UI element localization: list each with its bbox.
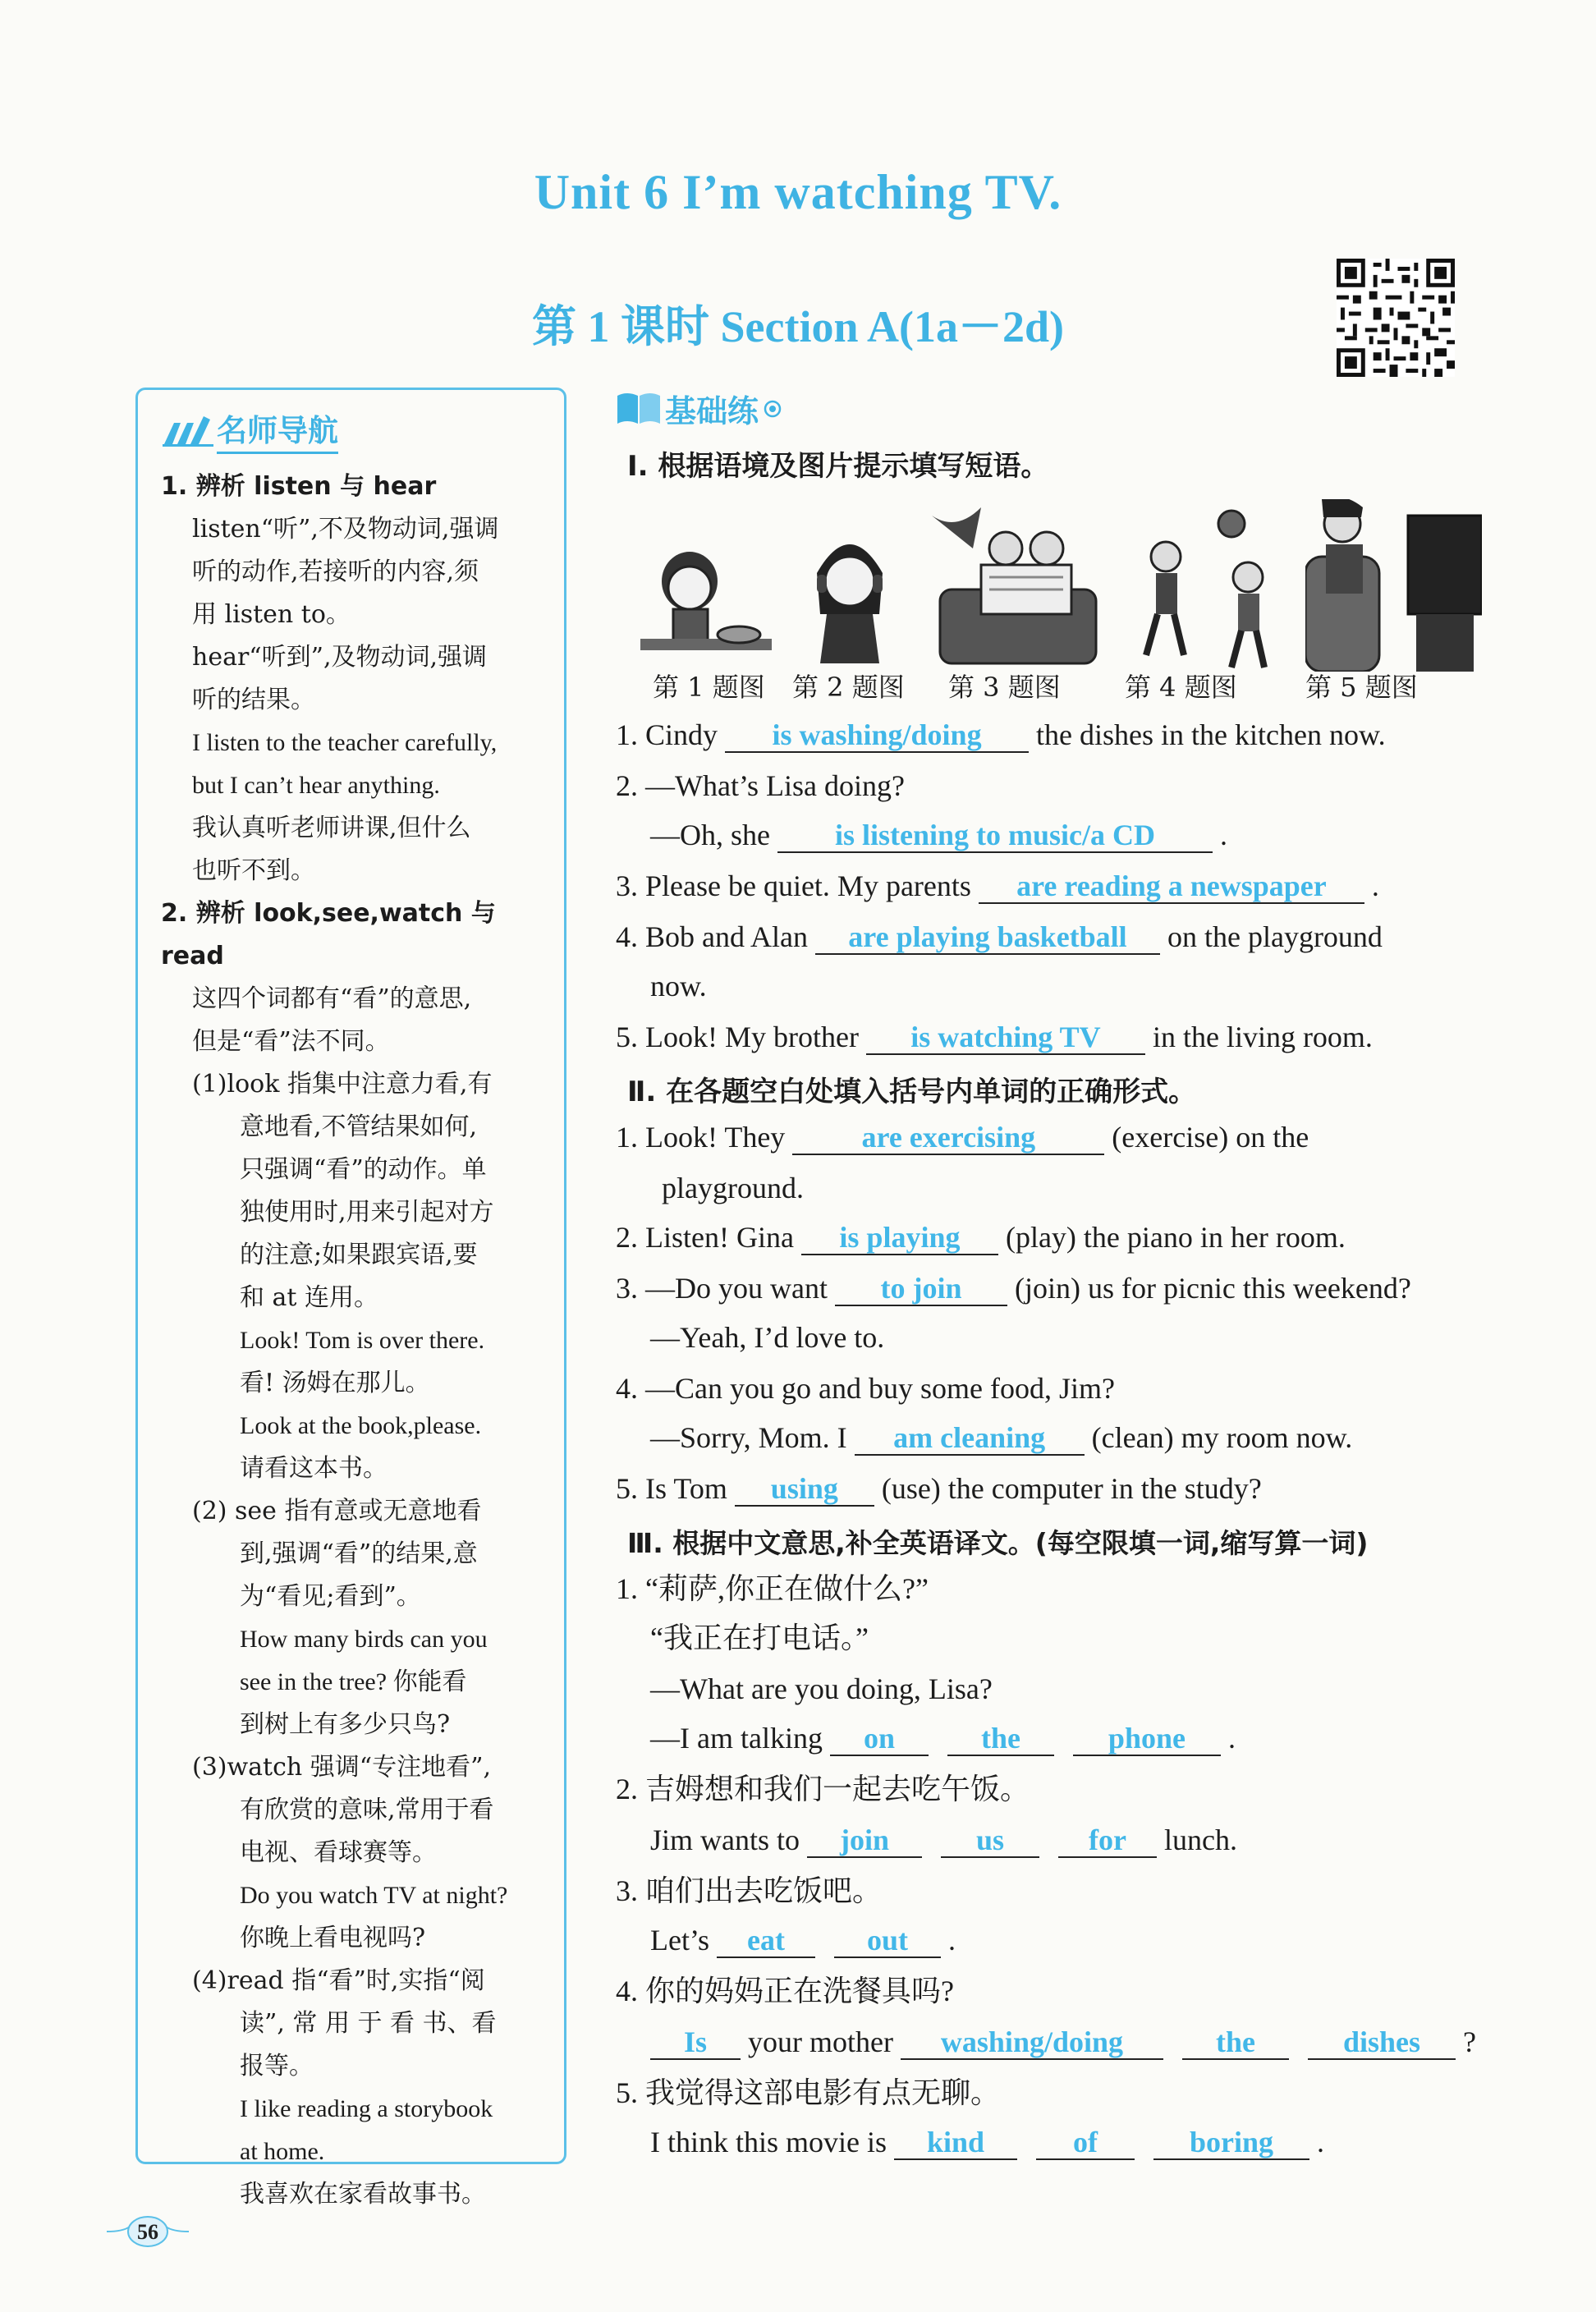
section-3-heading: Ⅲ. 根据中文意思,补全英语译文。(每空限填一词,缩写算一词)	[627, 1527, 1369, 1559]
practice-header	[616, 386, 782, 431]
question-text: 2. Listen! Gina	[616, 1221, 794, 1254]
question-text: .	[1371, 869, 1379, 902]
answer-blank[interactable]: washing/doing	[901, 2025, 1163, 2060]
question-2-2	[616, 1217, 1486, 1258]
guide-line: 的注意;如果跟宾语,要	[240, 1241, 478, 1269]
question-text: “我正在打电话。”	[650, 1622, 869, 1654]
guide-line: listen“听”,不及物动词,强调	[192, 515, 499, 544]
section-title: 第 1 课时 Section A(1a－2d)	[532, 302, 1064, 351]
question-text: your mother	[748, 2025, 893, 2058]
guide-line: (3)watch 强调“专注地看”,	[192, 1753, 491, 1782]
question-text: (join) us for picnic this weekend?	[1014, 1272, 1411, 1305]
answer-blank[interactable]: on	[830, 1722, 929, 1756]
answer-blank[interactable]: the	[1182, 2025, 1289, 2060]
boy-watching-tv-illustration	[1305, 499, 1482, 672]
target-dot-icon	[764, 400, 782, 418]
guide-example: I like reading a storybook	[240, 2095, 493, 2122]
guide-line: (1)look 指集中注意力看,有	[192, 1070, 493, 1099]
pen-icon	[163, 411, 213, 447]
page-number: 56	[137, 2220, 158, 2244]
question-3-5-answer	[616, 2122, 1486, 2163]
question-1-2	[616, 765, 1486, 806]
question-text: (play) the piano in her room.	[1005, 1221, 1346, 1254]
question-3-1-cn	[616, 1617, 1486, 1658]
guide-example: but I can’t hear anything.	[192, 772, 440, 799]
boys-playing-basketball-illustration	[1133, 499, 1289, 672]
question-text: the dishes in the kitchen now.	[1036, 718, 1386, 751]
question-text: —Yeah, I’d love to.	[650, 1321, 885, 1354]
question-3-1-answer	[616, 1718, 1486, 1759]
guide-example: at home.	[240, 2138, 325, 2165]
answer-blank[interactable]: is playing	[801, 1221, 998, 1255]
question-3-1-en	[616, 1668, 1486, 1709]
answer-blank[interactable]: phone	[1073, 1722, 1221, 1756]
question-2-3-reply	[616, 1317, 1486, 1358]
guide-example: I listen to the teacher carefully,	[192, 729, 498, 756]
qr-code-icon[interactable]	[1337, 259, 1455, 377]
question-1-4	[616, 916, 1486, 957]
guide-line: 听的结果。	[192, 686, 315, 714]
guide-line: 只强调“看”的动作。单	[240, 1155, 487, 1184]
answer-blank[interactable]: kind	[894, 2126, 1017, 2160]
question-text: 5. 我觉得这部电影有点无聊。	[616, 2076, 1001, 2109]
picture-caption: 第 4 题图	[1125, 672, 1237, 703]
question-text: .	[1317, 2126, 1324, 2158]
section-2-heading: Ⅱ. 在各题空白处填入括号内单词的正确形式。	[627, 1076, 1197, 1108]
question-text: 4. —Can you go and buy some food, Jim?	[616, 1372, 1115, 1405]
question-3-1	[616, 1568, 1486, 1609]
parents-reading-newspaper-illustration	[924, 499, 1104, 672]
guide-line: 我认真听老师讲课,但什么	[192, 814, 471, 842]
question-2-1	[616, 1117, 1486, 1158]
picture-caption: 第 1 题图	[653, 672, 765, 703]
question-text: —What are you doing, Lisa?	[650, 1672, 993, 1705]
question-text: now.	[650, 970, 707, 1002]
question-3-2	[616, 1768, 1486, 1810]
answer-blank[interactable]: are reading a newspaper	[979, 869, 1364, 904]
answer-blank[interactable]: is listening to music/a CD	[777, 819, 1213, 853]
guide-line: (4)read 指“看”时,实指“阅	[192, 1966, 485, 1995]
guide-example: Look! Tom is over there.	[240, 1327, 485, 1354]
question-text: 2. —What’s Lisa doing?	[616, 769, 905, 802]
picture-captions	[616, 667, 1486, 708]
question-2-5	[616, 1468, 1486, 1509]
teacher-guide-content	[161, 466, 547, 2216]
question-text: 1. Look! They	[616, 1121, 786, 1154]
answer-blank[interactable]: for	[1058, 1823, 1157, 1858]
answer-blank[interactable]: of	[1036, 2126, 1135, 2160]
book-icon	[616, 391, 662, 427]
picture-caption: 第 5 题图	[1305, 672, 1418, 703]
question-text: 4. 你的妈妈正在洗餐具吗?	[616, 1975, 954, 2007]
answer-blank[interactable]: is watching TV	[866, 1021, 1145, 1055]
question-1-5	[616, 1016, 1486, 1057]
question-text: 2. 吉姆想和我们一起去吃午饭。	[616, 1773, 1030, 1805]
answer-blank[interactable]: join	[807, 1823, 922, 1858]
guide-line: 报等。	[240, 2052, 314, 2080]
question-text: 3. 咱们出去吃饭吧。	[616, 1874, 883, 1907]
question-text: —Oh, she	[650, 819, 770, 851]
question-2-1-cont	[616, 1167, 1486, 1209]
guide-example: see in the tree? 你能看	[240, 1668, 467, 1695]
question-text: —I am talking	[650, 1722, 823, 1755]
page-number-badge	[107, 2209, 189, 2255]
girl-washing-dishes-illustration	[640, 499, 772, 672]
question-3-4	[616, 1970, 1486, 2012]
question-3-4-answer	[616, 2021, 1486, 2062]
question-text: ?	[1462, 2025, 1476, 2058]
question-1-1	[616, 714, 1486, 755]
question-text: .	[1227, 1722, 1236, 1755]
answer-blank[interactable]: us	[941, 1823, 1039, 1858]
picture-caption: 第 2 题图	[792, 672, 905, 703]
question-text: lunch.	[1164, 1823, 1237, 1856]
guide-line: 到树上有多少只鸟?	[240, 1710, 451, 1739]
teacher-guide-header	[163, 406, 338, 452]
question-1-3	[616, 865, 1486, 906]
question-2-4	[616, 1368, 1486, 1409]
answer-blank[interactable]: am cleaning	[855, 1421, 1085, 1456]
answer-blank[interactable]: the	[947, 1722, 1054, 1756]
guide-line: 到,强调“看”的结果,意	[240, 1539, 478, 1568]
guide-heading: 2. 辨析 look,see,watch 与 read	[161, 899, 496, 970]
guide-line: 电视、看球赛等。	[240, 1838, 437, 1867]
answer-blank[interactable]: Is	[650, 2025, 741, 2060]
practice-title: 基础练	[665, 393, 759, 429]
guide-example: How many birds can you	[240, 1626, 488, 1653]
question-text: I think this movie is	[650, 2126, 887, 2158]
guide-example: Do you watch TV at night?	[240, 1882, 508, 1909]
guide-line: (2) see 指有意或无意地看	[192, 1497, 482, 1525]
guide-line: 为“看见;看到”。	[240, 1582, 421, 1611]
answer-blank[interactable]: are playing basketball	[815, 920, 1160, 955]
answer-blank[interactable]: dishes	[1308, 2025, 1456, 2060]
guide-line: 请看这本书。	[240, 1454, 388, 1483]
answer-blank[interactable]: using	[735, 1472, 874, 1507]
question-text: on the playground	[1167, 920, 1383, 953]
teacher-guide-title: 名师导航	[217, 406, 338, 454]
question-text: 4. Bob and Alan	[616, 920, 808, 953]
answer-blank[interactable]: to join	[835, 1272, 1007, 1306]
question-text: 3. —Do you want	[616, 1272, 828, 1305]
question-text: Jim wants to	[650, 1823, 800, 1856]
question-1-4-cont	[616, 966, 1486, 1007]
question-text: 5. Is Tom	[616, 1472, 727, 1505]
guide-line: 但是“看”法不同。	[192, 1027, 390, 1056]
guide-line: hear“听到”,及物动词,强调	[192, 643, 488, 672]
question-text: .	[947, 1924, 956, 1956]
guide-line: 这四个词都有“看”的意思,	[192, 984, 472, 1013]
question-2-3	[616, 1268, 1486, 1309]
question-3-3	[616, 1870, 1486, 1911]
question-text: —Sorry, Mom. I	[650, 1421, 847, 1454]
question-text: (clean) my room now.	[1091, 1421, 1353, 1454]
question-pictures	[640, 499, 1478, 672]
guide-line: 看! 汤姆在那儿。	[240, 1369, 430, 1397]
section-1-heading: Ⅰ. 根据语境及图片提示填写短语。	[627, 450, 1049, 483]
guide-line: 和 at 连用。	[240, 1283, 379, 1312]
question-1-2-answer	[616, 814, 1486, 856]
guide-line: 有欣赏的意味,常用于看	[240, 1796, 494, 1824]
picture-caption: 第 3 题图	[948, 672, 1061, 703]
guide-line: 也听不到。	[192, 856, 315, 885]
question-text: 5. Look! My brother	[616, 1021, 859, 1053]
guide-line: 独使用时,用来引起对方	[240, 1198, 494, 1227]
guide-example: Look at the book,please.	[240, 1412, 482, 1439]
question-text: (exercise) on the	[1112, 1121, 1309, 1154]
guide-line: 读”, 常 用 于 看 书、看	[240, 2009, 497, 2038]
question-text: 1. “莉萨,你正在做什么?”	[616, 1572, 929, 1605]
question-3-2-answer	[616, 1819, 1486, 1860]
question-3-3-answer	[616, 1920, 1486, 1961]
question-3-5	[616, 2072, 1486, 2113]
unit-title: Unit 6 I’m watching TV.	[534, 165, 1062, 219]
question-text: 3. Please be quiet. My parents	[616, 869, 971, 902]
guide-line: 用 listen to。	[192, 600, 351, 629]
question-text: .	[1220, 819, 1227, 851]
question-text: in the living room.	[1152, 1021, 1373, 1053]
answer-blank[interactable]: boring	[1153, 2126, 1309, 2160]
guide-line: 你晚上看电视吗?	[240, 1924, 426, 1952]
guide-line: 我喜欢在家看故事书。	[240, 2180, 486, 2209]
girl-with-headphones-illustration	[800, 499, 899, 672]
question-2-4-reply	[616, 1417, 1486, 1458]
question-text: playground.	[662, 1172, 804, 1204]
guide-line: 意地看,不管结果如何,	[240, 1112, 478, 1141]
question-text: 1. Cindy	[616, 718, 718, 751]
question-text: (use) the computer in the study?	[881, 1472, 1262, 1505]
guide-heading: 1. 辨析 listen 与 hear	[161, 472, 437, 501]
answer-blank[interactable]: is washing/doing	[725, 718, 1029, 753]
answer-blank[interactable]: are exercising	[792, 1121, 1104, 1155]
answer-blank[interactable]: eat	[717, 1924, 815, 1958]
teacher-guide-panel	[135, 388, 566, 2209]
answer-blank[interactable]: out	[834, 1924, 941, 1958]
guide-line: 听的动作,若接听的内容,须	[192, 557, 479, 586]
question-text: Let’s	[650, 1924, 709, 1956]
